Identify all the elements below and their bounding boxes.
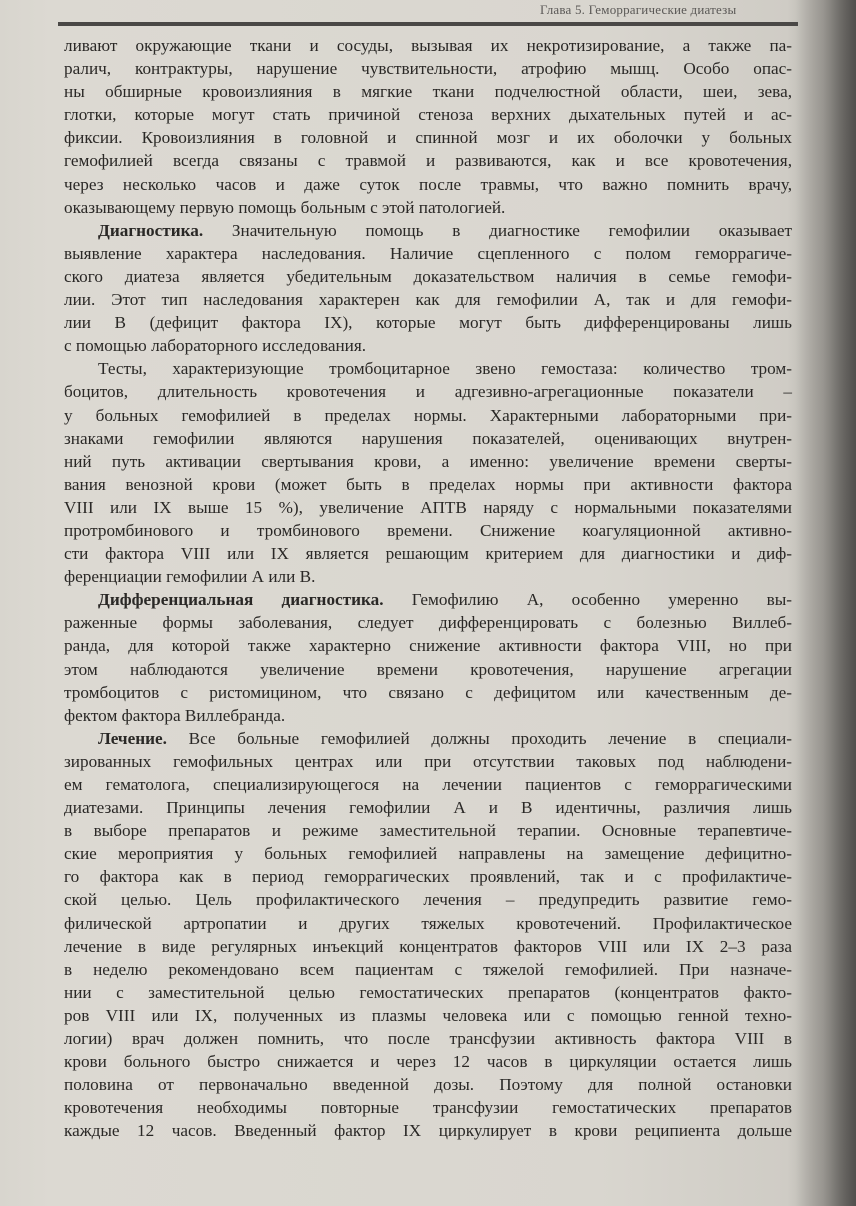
line-text: ранда, для которой также характерно снижение активности фактора VIII, но при [64, 636, 792, 656]
text-line [64, 380, 792, 403]
line-text: Тесты, характеризующие тромбоцитарное звено гемостаза: количество тром- [98, 359, 792, 379]
text-line [64, 588, 792, 611]
line-text: Все больные гемофилией должны проходить лечение в специали- [166, 728, 792, 748]
text-line [64, 473, 792, 496]
line-text: боцитов, длительность кровотечения и адгезивно-агрегационные показатели – [64, 382, 792, 402]
section-heading: Дифференциальная диагностика. [98, 590, 384, 610]
text-line [64, 681, 792, 704]
body-text [64, 34, 792, 1143]
line-text: лии. Этот тип наследования характерен как для гемофилии А, так и для гемофи- [64, 290, 792, 310]
line-text: у больных гемофилией в пределах нормы. Характерными лабораторными при- [64, 405, 792, 425]
line-text: половина от первоначально введенной дозы. Поэтому для полной остановки [64, 1075, 792, 1095]
line-text: кровотечения необходимы повторные трансфузии гемостатических препаратов [64, 1098, 792, 1118]
line-text: филической артропатии и других тяжелых кровотечений. Профилактическое [64, 913, 792, 933]
line-text: ны обширные кровоизлияния в мягкие ткани подчелюстной области, шеи, зева, [64, 82, 792, 102]
text-line [64, 1050, 792, 1073]
line-text: ские мероприятия у больных гемофилией направлены на замещение дефицитно- [64, 844, 792, 864]
text-line [64, 404, 792, 427]
binding-shadow [796, 0, 856, 1206]
text-line [64, 958, 792, 981]
text-line [64, 450, 792, 473]
line-text: гемофилией всегда связаны с травмой и развиваются, как и все кровотечения, [64, 151, 792, 171]
line-text: крови больного быстро снижается и через 12 часов в циркуляции остается лишь [64, 1052, 792, 1072]
text-line [64, 519, 792, 542]
line-text: го фактора как в период геморрагических проявлений, так и с профилактиче- [64, 867, 792, 887]
line-text: Значительную помощь в диагностике гемофилии оказывает [203, 220, 792, 240]
line-text: ний путь активации свертывания крови, а именно: увеличение времени сверты- [64, 451, 792, 471]
text-line [64, 311, 792, 334]
text-line [64, 981, 792, 1004]
text-line [64, 1073, 792, 1096]
line-text: нии с заместительной целью гемостатических препаратов (концентратов факто- [64, 982, 792, 1002]
text-line [64, 288, 792, 311]
line-text: через несколько часов и даже суток после травмы, что важно помнить врачу, [64, 174, 792, 194]
text-line [64, 704, 792, 727]
line-text: каждые 12 часов. Введенный фактор IX циркулирует в крови реципиента дольше [64, 1121, 792, 1141]
line-text: ем гематолога, специализирующегося на лечении пациентов с геморрагическими [64, 775, 792, 794]
text-line [64, 565, 792, 588]
line-text: этом наблюдаются увеличение времени кровотечения, нарушение агрегации [64, 659, 792, 679]
line-text: лечение в виде регулярных инъекций концентратов факторов VIII или IX 2–3 раза [64, 936, 792, 956]
text-line [64, 103, 792, 126]
line-text: ралич, контрактуры, нарушение чувствительности, атрофию мышц. Особо опас- [64, 59, 792, 79]
line-text: оказывающему первую помощь больным с этой патологией. [64, 197, 506, 217]
line-text: знаками гемофилии являются нарушения показателей, оценивающих внутрен- [64, 428, 792, 448]
line-text: в неделю рекомендовано всем пациентам с тяжелой гемофилией. При назначе- [64, 959, 792, 979]
text-line [64, 1004, 792, 1027]
text-line [64, 334, 792, 357]
line-text: фектом фактора Виллебранда. [64, 705, 286, 725]
section-heading: Лечение. [98, 728, 167, 748]
line-text: в выборе препаратов и режиме заместительной терапии. Основные терапевтиче- [64, 821, 792, 841]
text-line [64, 34, 792, 57]
text-line [64, 219, 792, 242]
text-line [64, 427, 792, 450]
text-line [64, 819, 792, 842]
text-line [64, 57, 792, 80]
text-line [64, 496, 792, 519]
text-line [64, 126, 792, 149]
text-line [64, 542, 792, 565]
text-line [64, 196, 792, 219]
text-line [64, 796, 792, 819]
text-line [64, 80, 792, 103]
text-line [64, 658, 792, 681]
text-line [64, 611, 792, 634]
line-text: VIII или IX выше 15 %), увеличение АПТВ наряду с нормальными показателями [64, 497, 792, 517]
text-line [64, 173, 792, 196]
text-line [64, 912, 792, 935]
line-text: фиксии. Кровоизлияния в головной и спинной мозг и их оболочки у больных [64, 128, 792, 148]
line-text: вания венозной крови (может быть в пределах нормы при активности фактора [64, 474, 792, 494]
text-line [64, 888, 792, 911]
text-line [64, 1119, 792, 1142]
line-text: ров VIII или IX, полученных из плазмы человека или с помощью генной техно- [64, 1005, 792, 1025]
header-rule [58, 22, 798, 26]
text-line [64, 357, 792, 380]
line-text: диатезами. Принципы лечения гемофилии А и В идентичны, различия лишь [64, 798, 792, 818]
text-line [64, 1027, 792, 1050]
text-line [64, 842, 792, 865]
running-head: Глава 5. Геморрагические диатезы [540, 2, 737, 17]
text-line [64, 242, 792, 265]
text-line [64, 773, 792, 796]
line-text: ливают окружающие ткани и сосуды, вызывая их некротизирование, а также па- [64, 36, 792, 55]
text-line [64, 727, 792, 750]
text-line [64, 935, 792, 958]
line-text: глотки, которые могут стать причиной стеноза верхних дыхательных путей и ас- [64, 105, 792, 125]
line-text: лии В (дефицит фактора IX), которые могут быть дифференцированы лишь [64, 313, 792, 333]
text-line [64, 634, 792, 657]
line-text: тромбоцитов с ристомицином, что связано с дефицитом или качественным де- [64, 682, 792, 702]
line-text: логии) врач должен помнить, что после трансфузии активность фактора VIII в [64, 1029, 792, 1049]
line-text: Гемофилию А, особенно умеренно вы- [383, 590, 792, 610]
line-text: с помощью лабораторного исследования. [64, 336, 367, 356]
text-line [64, 1096, 792, 1119]
line-text: протромбинового и тромбинового времени. Снижение коагуляционной активно- [64, 520, 792, 540]
line-text: зированных гемофильных центрах или при отсутствии таковых под наблюдени- [64, 751, 792, 771]
text-line [64, 865, 792, 888]
line-text: выявление характера наследования. Наличие сцепленного с полом геморрагиче- [64, 243, 792, 263]
line-text: ской целью. Цель профилактического лечения – предупредить развитие гемо- [64, 890, 792, 910]
text-line [64, 149, 792, 172]
line-text: ференциации гемофилии А или В. [64, 567, 316, 587]
text-line [64, 265, 792, 288]
line-text: сти фактора VIII или IX является решающим критерием для диагностики и диф- [64, 544, 792, 564]
section-heading: Диагностика. [98, 220, 204, 240]
line-text: ского диатеза является убедительным доказательством наличия в семье гемофи- [64, 266, 792, 286]
line-text: раженные формы заболевания, следует дифференцировать с болезнью Виллеб- [64, 613, 792, 633]
text-line [64, 750, 792, 773]
